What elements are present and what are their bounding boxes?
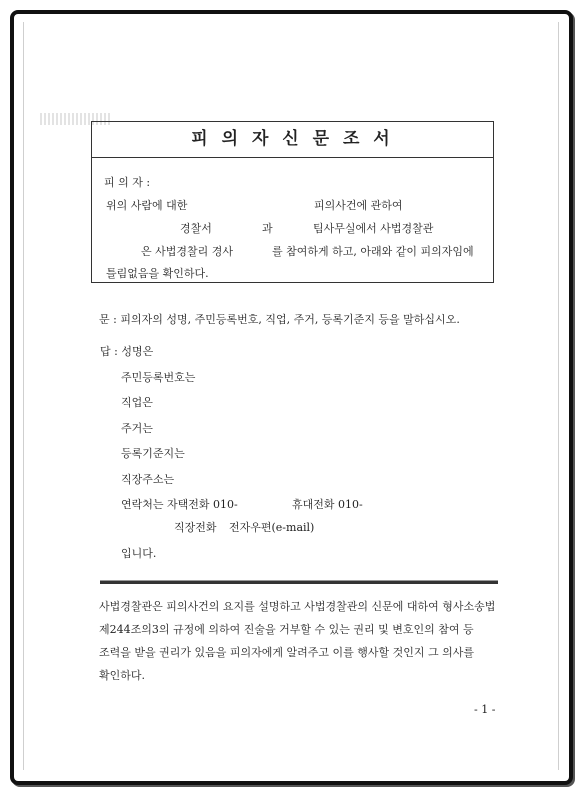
box-line3-a: 경찰서 xyxy=(180,222,212,235)
box-line2-a: 위의 사람에 대한 xyxy=(106,199,188,212)
answer-email: 전자우편(e-mail) xyxy=(229,521,315,534)
answer-registry: 등록기준지는 xyxy=(121,447,185,460)
suspect-label: 피 의 자 : xyxy=(104,176,151,189)
notice-line-1: 사법경찰관은 피의사건의 요지를 설명하고 사법경찰관의 신문에 대하여 형사소송법 xyxy=(99,600,496,613)
document-title: 피 의 자 신 문 조 서 xyxy=(92,122,493,158)
answer-name: 답 : 성명은 xyxy=(100,345,154,358)
box-line2-b: 피의사건에 관하여 xyxy=(314,199,403,212)
answer-home-phone: 연락처는 자택전화 010- xyxy=(121,498,238,511)
section-divider xyxy=(100,580,498,584)
page-number: - 1 - xyxy=(474,703,496,716)
notice-line-4: 확인하다. xyxy=(99,669,146,682)
answer-job: 직업은 xyxy=(121,396,153,409)
notice-line-3: 조력을 받을 권리가 있음을 피의자에게 알려주고 이를 행사할 것인지 그 의사를 xyxy=(99,646,474,659)
box-line4-b: 를 참여하게 하고, 아래와 같이 피의자임에 xyxy=(272,245,474,258)
answer-resident-number: 주민등록번호는 xyxy=(121,371,196,384)
box-line5: 틀림없음을 확인하다. xyxy=(106,267,209,280)
answer-end: 입니다. xyxy=(121,547,157,560)
box-line4-a: 은 사법경찰리 경사 xyxy=(141,245,234,258)
box-line3-c: 팀사무실에서 사법경찰관 xyxy=(313,222,434,235)
answer-mobile: 휴대전화 010- xyxy=(292,498,363,511)
notice-line-2: 제244조의3의 규정에 의하여 진술을 거부할 수 있는 권리 및 변호인의 참여 등 xyxy=(99,623,474,636)
answer-work-phone: 직장전화 xyxy=(174,521,217,534)
answer-workplace: 직장주소는 xyxy=(121,473,175,486)
question-text: 문 : 피의자의 성명, 주민등록번호, 직업, 주거, 등록기준지 등을 말하십시오. xyxy=(99,313,460,326)
box-line3-b: 과 xyxy=(262,222,273,235)
answer-address: 주거는 xyxy=(121,422,153,435)
